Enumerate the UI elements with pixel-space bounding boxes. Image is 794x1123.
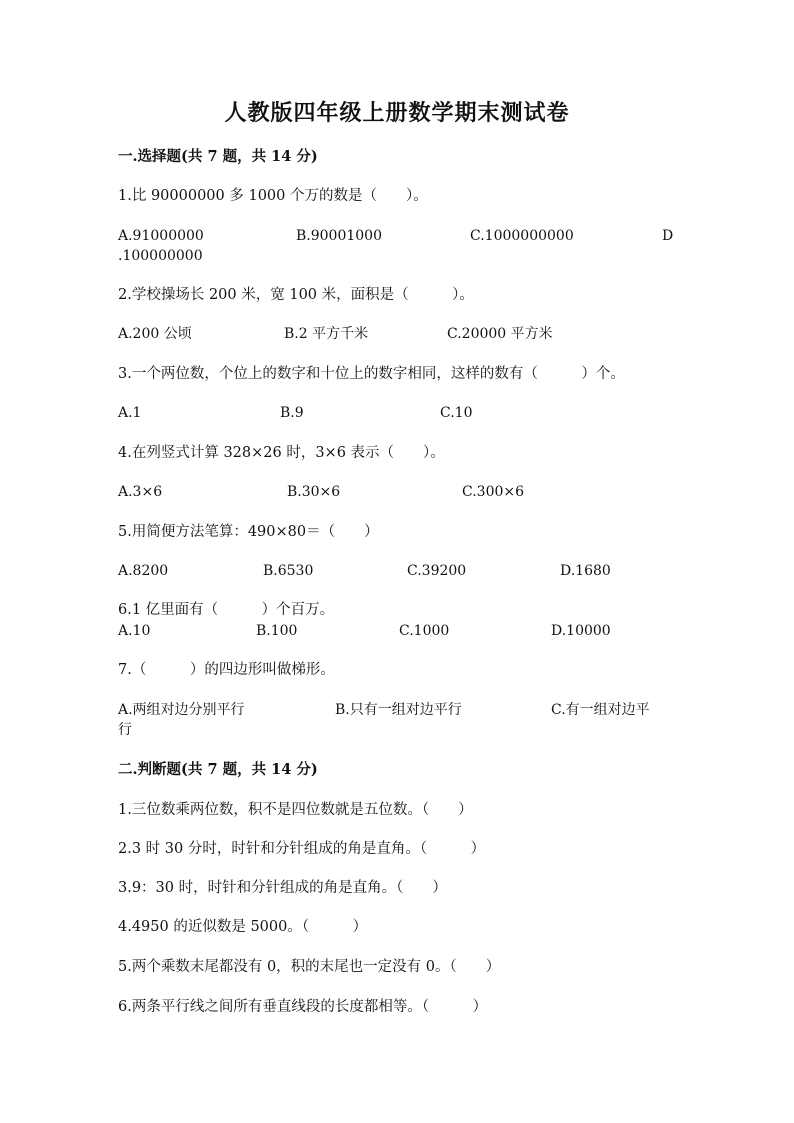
option-c: C.有一组对边平 — [551, 702, 650, 718]
option-c: C.1000000000 — [470, 228, 574, 244]
option-c: C.39200 — [407, 563, 467, 579]
section-heading-choice: 一.选择题(共 7 题，共 14 分) — [118, 148, 318, 165]
option-c: C.1000 — [399, 623, 450, 639]
question-stem: 3.一个两位数，个位上的数字和十位上的数字相同，这样的数有（ ）个。 — [118, 366, 625, 382]
judgement-question: 4.4950 的近似数是 5000。（ ） — [118, 919, 368, 935]
option-a: A.两组对边分别平行 — [118, 702, 245, 718]
option-b: B.9 — [280, 405, 304, 421]
judgement-question: 2.3 时 30 分时，时针和分针组成的角是直角。（ ） — [118, 841, 486, 857]
option-d: D.10000 — [551, 623, 611, 639]
judgement-question: 5.两个乘数末尾都没有 0，积的末尾也一定没有 0。（ ） — [118, 959, 501, 975]
option-b: B.90001000 — [296, 228, 382, 244]
option-b: B.100 — [256, 623, 298, 639]
option-a: A.8200 — [118, 563, 169, 579]
question-stem: 6.1 亿里面有（ ）个百万。 — [118, 602, 335, 618]
option-c-continued: 行 — [118, 722, 132, 738]
option-d-continued: .100000000 — [118, 248, 203, 264]
question-stem: 1.比 90000000 多 1000 个万的数是（ ）。 — [118, 188, 428, 204]
judgement-question: 1.三位数乘两位数，积不是四位数就是五位数。（ ） — [118, 802, 473, 818]
option-b: B.30×6 — [287, 484, 341, 500]
option-b: B.6530 — [263, 563, 314, 579]
page-title: 人教版四年级上册数学期末测试卷 — [224, 100, 570, 126]
question-stem: 4.在列竖式计算 328×26 时，3×6 表示（ ）。 — [118, 445, 445, 461]
question-stem: 2.学校操场长 200 米，宽 100 米，面积是（ ）。 — [118, 287, 474, 303]
section-heading-judgement: 二.判断题(共 7 题，共 14 分) — [118, 761, 318, 778]
option-b: B.2 平方千米 — [284, 326, 369, 342]
option-a: A.1 — [118, 405, 142, 421]
option-c: C.20000 平方米 — [447, 326, 553, 342]
option-b: B.只有一组对边平行 — [335, 702, 462, 718]
option-a: A.10 — [118, 623, 151, 639]
question-stem: 7.（ ）的四边形叫做梯形。 — [118, 662, 335, 678]
option-a: A.200 公顷 — [118, 326, 192, 342]
option-d: D — [662, 228, 674, 244]
option-a: A.3×6 — [118, 484, 163, 500]
judgement-question: 3.9：30 时，时针和分针组成的角是直角。（ ） — [118, 880, 447, 896]
judgement-question: 6.两条平行线之间所有垂直线段的长度都相等。（ ） — [118, 999, 488, 1015]
option-c: C.300×6 — [462, 484, 525, 500]
option-d: D.1680 — [560, 563, 611, 579]
option-a: A.91000000 — [118, 228, 204, 244]
question-stem: 5.用简便方法笔算：490×80＝（ ） — [118, 524, 379, 540]
option-c: C.10 — [440, 405, 473, 421]
